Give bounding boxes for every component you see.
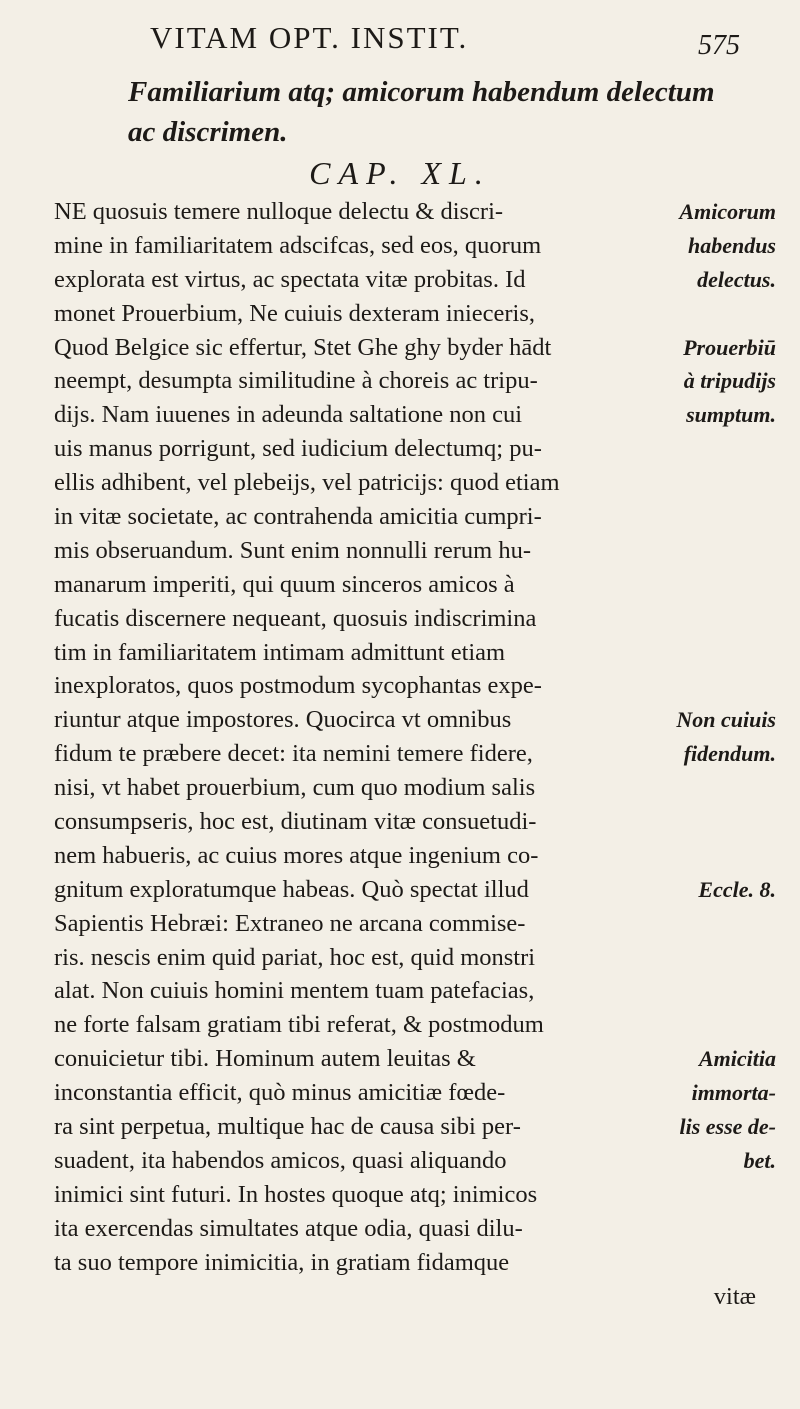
text-line [54, 774, 776, 808]
page-header [0, 14, 800, 61]
text-line [54, 876, 776, 910]
marginal-note: fidendum. [683, 741, 776, 767]
line-text: fidum te præbere decet: ita nemini temere fidere, [54, 740, 533, 768]
text-line [54, 740, 776, 774]
text-line [54, 842, 776, 876]
line-text: inimici sint futuri. In hostes quoque atq; inimicos [54, 1180, 538, 1208]
page-number: 575 [698, 30, 740, 61]
line-text: ita exercendas simultates atque odia, quasi dilu- [54, 1214, 523, 1242]
line-text: conuicietur tibi. Hominum autem leuitas & [54, 1045, 476, 1073]
text-line [54, 232, 776, 266]
text-line [54, 435, 776, 469]
line-text: ellis adhibent, vel plebeijs, vel patricijs: quod etiam [54, 469, 560, 497]
line-text: inexploratos, quos postmodum sycophantas expe- [54, 672, 542, 700]
text-line [54, 198, 776, 232]
marginal-note: Amicitia [699, 1046, 776, 1072]
line-text: gnitum exploratumque habeas. Quò spectat illud [54, 875, 529, 903]
marginal-note: lis esse de- [679, 1114, 776, 1140]
text-line [54, 503, 776, 537]
running-head: VITAM OPT. INSTIT. [150, 20, 469, 55]
text-line [54, 401, 776, 435]
section-title-line-2: ac discrimen. [128, 116, 288, 148]
line-text: monet Prouerbium, Ne cuiuis dexteram inieceris, [54, 299, 536, 327]
text-line [54, 808, 776, 842]
text-line [54, 910, 776, 944]
text-line [54, 1113, 776, 1147]
marginal-note: Eccle. 8. [698, 876, 776, 902]
line-text: nem habueris, ac cuius mores atque ingenium co- [54, 841, 539, 869]
text-line [54, 469, 776, 503]
text-line [54, 1045, 776, 1079]
text-line [54, 639, 776, 673]
line-text: Quod Belgice sic effertur, Stet Ghe ghy byder hādt [54, 333, 552, 361]
line-text: dijs. Nam iuuenes in adeunda saltatione non cui [54, 401, 523, 429]
line-text: alat. Non cuiuis homini mentem tuam patefacias, [54, 977, 535, 1005]
text-line [54, 1147, 776, 1181]
text-line [54, 672, 776, 706]
text-line [54, 266, 776, 300]
marginal-note: bet. [743, 1147, 776, 1173]
catchword: vitæ [713, 1282, 756, 1310]
line-text: ra sint perpetua, multique hac de causa sibi per- [54, 1113, 521, 1141]
line-text: mine in familiaritatem adscifcas, sed eos, quorum [54, 231, 542, 259]
marginal-note: Prouerbiū [683, 334, 776, 360]
text-line [54, 605, 776, 639]
line-text: manarum imperiti, qui quum sinceros amicos à [54, 570, 515, 598]
marginal-note: Amicorum [679, 199, 776, 224]
text-line [54, 1079, 776, 1113]
catchword-line [54, 1283, 776, 1317]
marginal-note: Non cuiuis [676, 707, 776, 733]
line-text: nisi, vt habet prouerbium, cum quo modium salis [54, 774, 536, 802]
text-line [54, 300, 776, 334]
line-text: ne forte falsam gratiam tibi referat, & postmodum [54, 1011, 544, 1039]
text-line [54, 1249, 776, 1283]
marginal-note: à tripudijs [683, 368, 776, 394]
line-text: mis obseruandum. Sunt enim nonnulli rerum hu- [54, 536, 532, 564]
line-text: tim in familiaritatem intimam admittunt etiam [54, 638, 506, 666]
text-line [54, 944, 776, 978]
text-line [54, 1181, 776, 1215]
line-text: fucatis discernere nequeant, quosuis indiscrimina [54, 604, 537, 632]
marginal-note: habendus [687, 232, 776, 258]
chapter-heading: CAP. XL. [309, 155, 491, 191]
text-line [54, 537, 776, 571]
line-text: uis manus porrigunt, sed iudicium delectumq; pu- [54, 435, 542, 463]
marginal-note: delectus. [697, 266, 776, 292]
section-title-line-1: Familiarium atq; amicorum habendum delectum [128, 76, 715, 108]
line-text: Sapientis Hebræi: Extraneo ne arcana commise- [54, 909, 526, 937]
section-title [128, 72, 778, 152]
text-line [54, 706, 776, 740]
text-line [54, 1011, 776, 1045]
line-text: ris. nescis enim quid pariat, hoc est, quid monstri [54, 943, 536, 971]
text-line [54, 571, 776, 605]
text-line [54, 334, 776, 368]
line-text: NE quosuis temere nulloque delectu & discri- [54, 198, 504, 225]
line-text: consumpseris, hoc est, diutinam vitæ consuetudi- [54, 808, 537, 836]
line-text: neempt, desumpta similitudine à choreis ac tripu- [54, 367, 538, 395]
text-line [54, 367, 776, 401]
line-text: riuntur atque impostores. Quocirca vt omnibus [54, 706, 512, 734]
text-line [54, 977, 776, 1011]
text-line [54, 1215, 776, 1249]
body-text [54, 198, 776, 1316]
line-text: suadent, ita habendos amicos, quasi aliquando [54, 1146, 507, 1174]
marginal-note: sumptum. [686, 402, 776, 428]
line-text: explorata est virtus, ac spectata vitæ probitas. Id [54, 265, 526, 293]
line-text: inconstantia efficit, quò minus amicitiæ fœde- [54, 1079, 506, 1107]
line-text: in vitæ societate, ac contrahenda amicitia cumpri- [54, 503, 542, 531]
line-text: ta suo tempore inimicitia, in gratiam fidamque [54, 1248, 510, 1276]
marginal-note: immorta- [691, 1080, 776, 1106]
